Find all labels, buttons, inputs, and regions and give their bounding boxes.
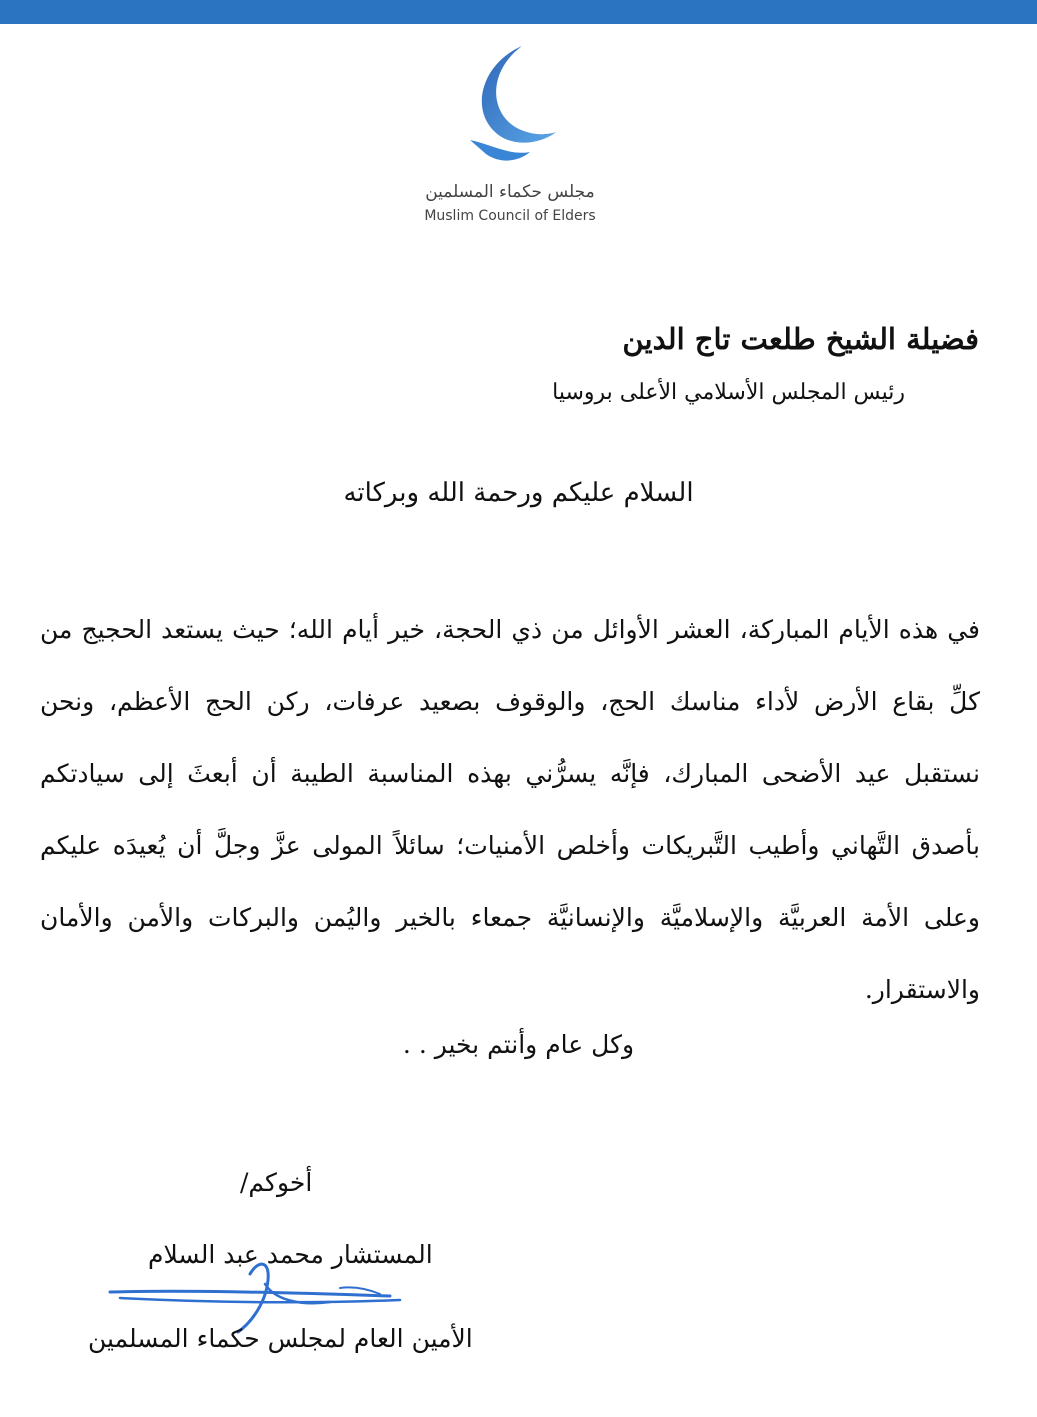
sign-off: أخوكم/ (240, 1168, 313, 1197)
logo-name-arabic: مجلس حكماء المسلمين (425, 182, 595, 202)
handwritten-signature (100, 1240, 420, 1335)
letter-body: في هذه الأيام المباركة، العشر الأوائل من ذي الحجة، خير أيام الله؛ حيث يستعد الحجيج من كلِّ بقاع الأرض لأداء مناسك الحج، والوقوف بصعيد عرفات، ركن الحج الأعظم، ونحن نستقبل عيد الأضحى المبارك، فإنَّه يسرُّني بهذه المناسبة الطيبة أن أبعثَ إلى سيادتكم بأصدق التَّهاني وأطيب التَّبريكات وأخلص الأمنيات؛ سائلاً المولى عزَّ وجلَّ أن يُعيدَه عليكم وعلى الأمة العربيَّة والإسلاميَّة والإنسانيَّة جمعاء بالخير واليُمن والبركات والأمن والأمان والاستقرار. (40, 615, 980, 1004)
signer-name: المستشار محمد عبد السلام (148, 1240, 433, 1269)
header-bar (0, 0, 1037, 24)
logo (420, 44, 600, 234)
recipient-name: فضيلة الشيخ طلعت تاج الدين (622, 322, 979, 356)
signer-title: الأمين العام لمجلس حكماء المسلمين (88, 1324, 473, 1353)
closing-line: وكل عام وأنتم بخير . . (402, 1030, 635, 1059)
greeting: السلام عليكم ورحمة الله وبركاته (343, 478, 694, 508)
crescent-icon (460, 44, 560, 174)
recipient-title: رئيس المجلس الأسلامي الأعلى بروسيا (552, 380, 905, 405)
logo-name-english: Muslim Council of Elders (424, 208, 596, 224)
